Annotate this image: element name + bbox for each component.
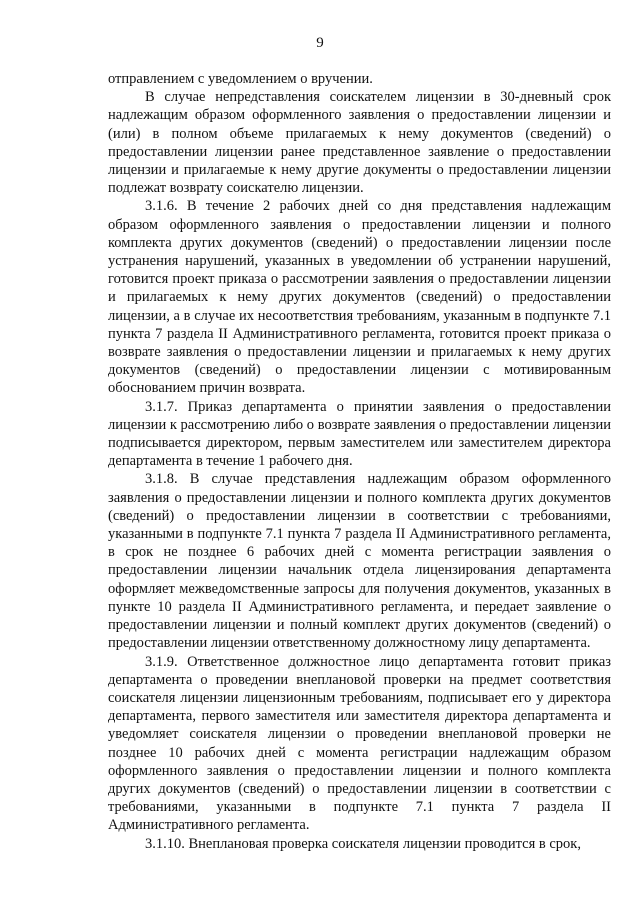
paragraph-3-1-9: 3.1.9. Ответственное должностное лицо департамента готовит приказ департамента о проведении внеплановой проверки на предмет соответствия соискателя лицензии лицензионным требованиям, подписывает его у директора департамента, первого заместителя или заместителя директора департамента и уведомляет соискателя лицензии о проведении внеплановой проверки не позднее 10 рабочих дней с момента регистрации надлежащим образом оформленного заявления о предоставлении лицензии и полного комплекта других документов (сведений) о предоставлении лицензии в соответствии с требованиями, указанными в подпункте 7.1 пункта 7 раздела II Административного регламента. bbox=[108, 653, 611, 834]
page-number: 9 bbox=[316, 35, 324, 51]
paragraph-continuation: отправлением с уведомлением о вручении. bbox=[108, 71, 373, 87]
paragraph-3-1-10: 3.1.10. Внеплановая проверка соискателя лицензии проводится в срок, bbox=[145, 835, 581, 852]
paragraph-3-1-7: 3.1.7. Приказ департамента о принятии заявления о предоставлении лицензии к рассмотрению либо о возврате заявления о предоставлении лицензии подписывается директором, первым заместителем или заместителем директора департамента в течение 1 рабочего дня. bbox=[108, 398, 611, 470]
paragraph-non-submission: В случае непредставления соискателем лицензии в 30-дневный срок надлежащим образом оформленного заявления о предоставлении лицензии и (или) в полном объеме прилагаемых к нему документов (сведений) о предоставлении лицензии ранее представленное заявление о предоставлении лицензии и прилагаемые к нему другие документы о предоставлении лицензии подлежат возврату соискателю лицензии. bbox=[108, 89, 611, 197]
paragraph-3-1-6: 3.1.6. В течение 2 рабочих дней со дня представления надлежащим образом оформленного заявления о предоставлении лицензии и полного комплекта других документов (сведений) о предоставлении лицензии после устранения нарушений, указанных в уведомлении об устранении нарушений, готовится проект приказа о рассмотрении заявления о предоставлении лицензии и прилагаемых к нему других документов (сведений) о предоставлении лицензии, а в случае их несоответствия требованиям, указанным в подпункте 7.1 пункта 7 раздела II Административного регламента, готовится проект приказа о возврате заявления о предоставлении лицензии и прилагаемых к нему других документов (сведений) о предоставлении лицензии с мотивированным обоснованием причин возврата. bbox=[108, 198, 611, 397]
paragraph-3-1-8: 3.1.8. В случае представления надлежащим образом оформленного заявления о предоставлении лицензии и полного комплекта других документов (сведений) о предоставлении лицензии в соответствии с требованиями, указанными в подпункте 7.1 пункта 7 раздела II Административного регламента, в срок не позднее 6 рабочих дней с момента регистрации заявления о предоставлении лицензии начальник отдела лицензирования департамента оформляет межведомственные запросы для получения документов, указанных в пункте 10 раздела II Административного регламента, и передает заявление о предоставлении лицензии и полный комплект других документов (сведений) о предоставлении лицензии ответственному должностному лицу департамента. bbox=[108, 471, 611, 652]
document-body bbox=[108, 70, 611, 853]
